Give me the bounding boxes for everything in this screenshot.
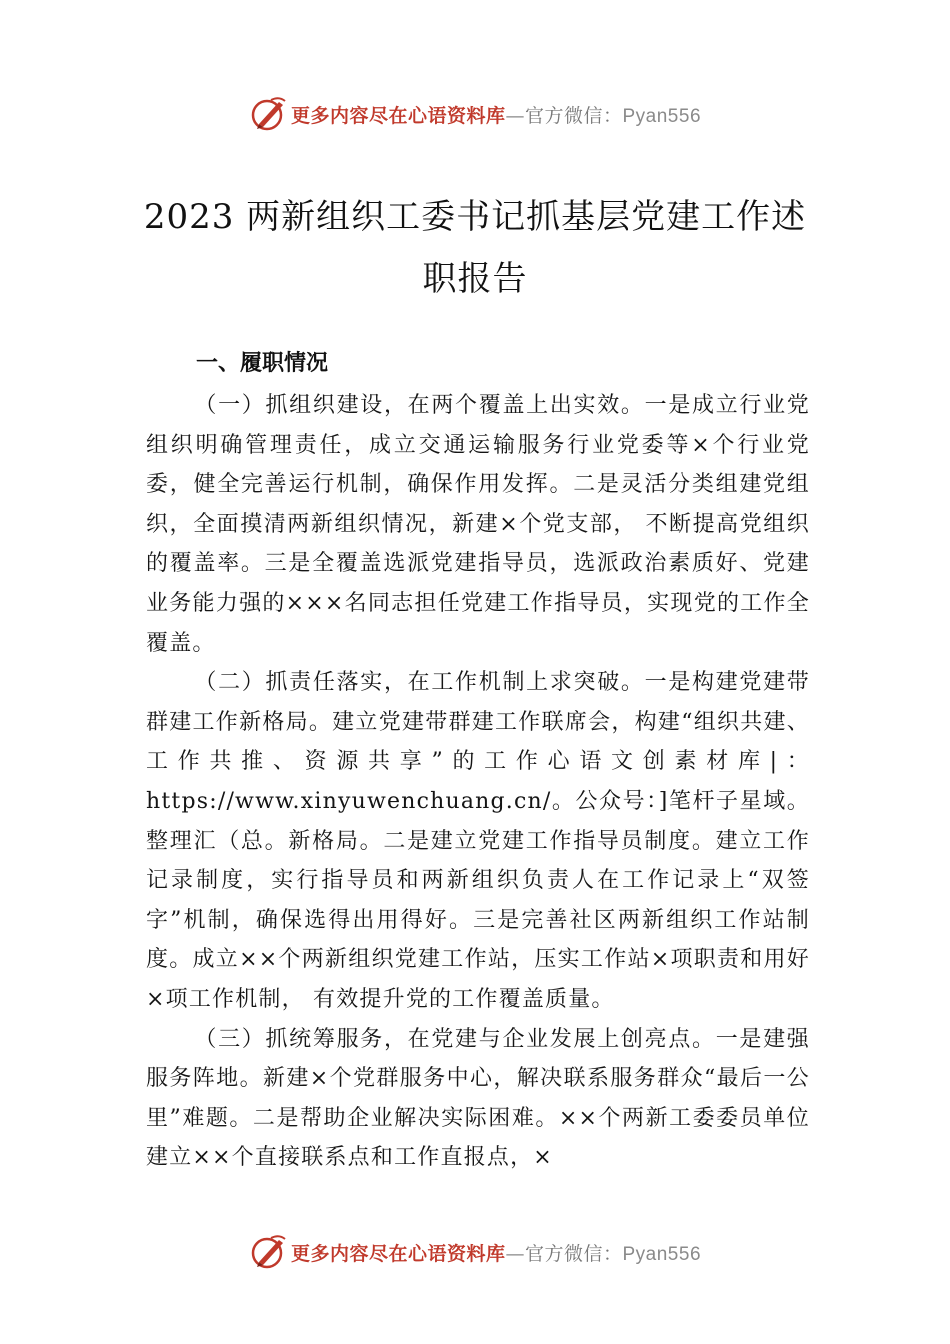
banner-wechat-label: 官方微信：: [524, 1242, 623, 1265]
banner-dash: —: [505, 1242, 525, 1265]
banner-dash: —: [505, 104, 525, 127]
section-heading: 一、履职情况: [196, 351, 329, 376]
pen-logo-icon: [249, 1234, 289, 1270]
title-line-1: 2023 两新组织工委书记抓基层党建工作述: [143, 197, 807, 237]
footer-banner: [0, 1232, 950, 1272]
banner-lead-text: 更多内容尽在心语资料库: [290, 1242, 506, 1265]
banner-lead-text: 更多内容尽在心语资料库: [290, 104, 506, 127]
paragraph: （一）抓组织建设，在两个覆盖上出实效。一是成立行业党组织明确管理责任，成立交通运输服务行业党委等×个行业党委，健全完善运行机制，确保作用发挥。二是灵活分类组建党组织，全面摸清两新组织情况，新建×个党支部， 不断提高党组织的覆盖率。三是全覆盖选派党建指导员，选派政治素质好、党建业务能力强的×××名同志担任党建工作指导员，实现党的工作全覆盖。: [146, 393, 810, 656]
document-body: [146, 386, 810, 1178]
title-line-2: 职报告: [422, 259, 528, 299]
document-title: [140, 186, 810, 310]
header-banner: [0, 94, 950, 134]
pen-logo-icon: [249, 96, 289, 132]
paragraph: （二）抓责任落实，在工作机制上求突破。一是构建党建带群建工作新格局。建立党建带群建工作联席会，构建“组织共建、工作共推、资源共享”的工作心语文创素材库|：https://www.xinyuwenchuang.cn/。公众号：]笔杆子星域。整理汇（总。新格局。二是建立党建工作指导员制度。建立工作记录制度，实行指导员和两新组织负责人在工作记录上“双签字”机制，确保选得出用得好。三是完善社区两新组织工作站制度。成立××个两新组织党建工作站，压实工作站×项职责和用好×项工作机制， 有效提升党的工作覆盖质量。: [146, 670, 810, 1012]
paragraph: （三）抓统筹服务，在党建与企业发展上创亮点。一是建强服务阵地。新建×个党群服务中心，解决联系服务群众“最后一公里”难题。二是帮助企业解决实际困难。××个两新工委委员单位建立××个直接联系点和工作直报点，×: [146, 1026, 810, 1171]
banner-wechat-id: Pyan556: [622, 1243, 702, 1265]
banner-wechat-label: 官方微信：: [524, 104, 623, 127]
banner-wechat-id: Pyan556: [622, 105, 702, 127]
